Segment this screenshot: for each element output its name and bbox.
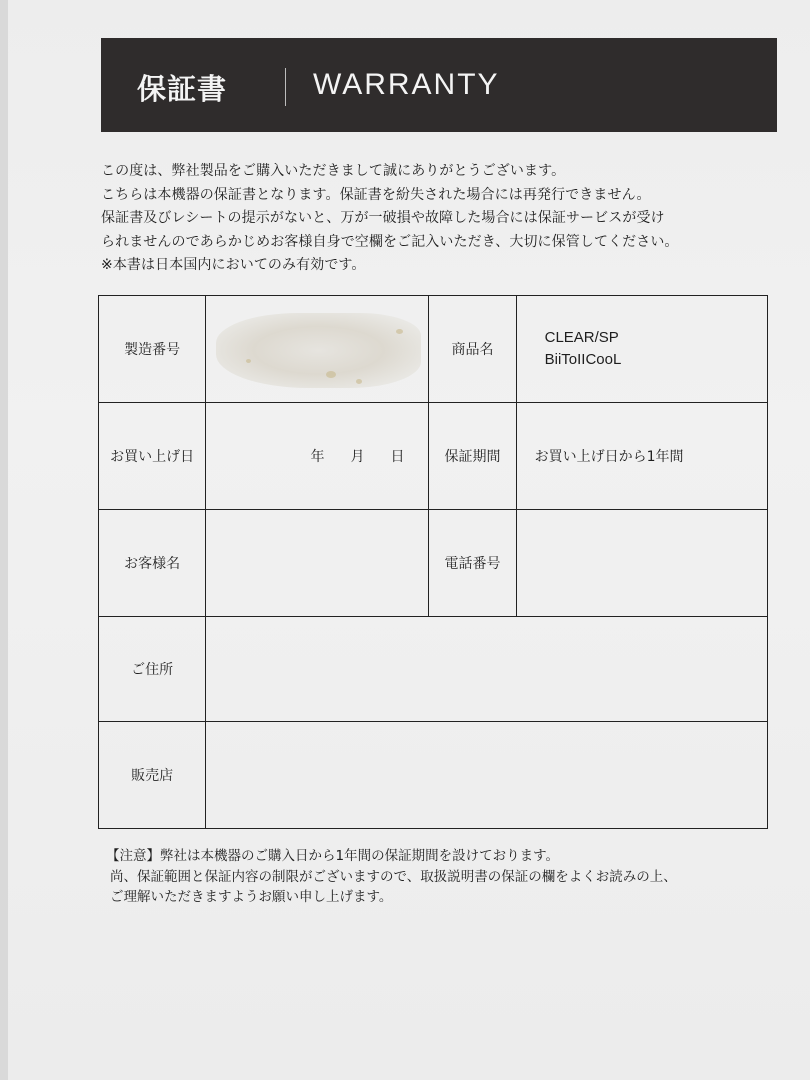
store-label: 販売店 — [99, 722, 206, 829]
table-row — [99, 403, 768, 510]
header-banner — [101, 38, 777, 132]
customer-name-field[interactable] — [206, 510, 429, 617]
intro-line: ※本書は日本国内においてのみ有効です。 — [101, 257, 366, 273]
table-row — [99, 296, 768, 403]
intro-line: この度は、弊社製品をご購入いただきまして誠にありがとうございます。 — [101, 163, 566, 179]
phone-label: 電話番号 — [429, 510, 516, 617]
notes-line: 尚、保証範囲と保証内容の制限がございますので、取扱説明書の保証の欄をよくお読みの上、 — [110, 868, 677, 885]
notes-line: ご理解いただきますようお願い申し上げます。 — [110, 889, 393, 905]
customer-name-label: お客様名 — [99, 510, 206, 617]
serial-number-field[interactable] — [206, 296, 429, 403]
intro-line: られませんのであらかじめお客様自身で空欄をご記入いただき、大切に保管してください。 — [101, 233, 679, 250]
title-divider — [285, 68, 286, 106]
notes-line: 【注意】弊社は本機器のご購入日から1年間の保証期間を設けております。 — [106, 848, 560, 864]
intro-text — [101, 160, 791, 278]
serial-number-erased — [206, 299, 428, 399]
warranty-form-table — [98, 295, 768, 829]
table-row — [99, 510, 768, 617]
year-label: 年 — [310, 449, 325, 465]
product-name-value — [516, 296, 767, 403]
product-brand: BiiToIICooL — [544, 351, 622, 368]
title-english: WARRANTY — [313, 68, 500, 101]
warranty-period-text: お買い上げ日から1年間 — [534, 449, 684, 465]
purchase-date-field[interactable] — [206, 403, 429, 510]
purchase-date-label: お買い上げ日 — [99, 403, 206, 510]
store-field[interactable] — [206, 722, 768, 829]
phone-field[interactable] — [516, 510, 767, 617]
serial-number-label: 製造番号 — [99, 296, 206, 403]
table-row — [99, 722, 768, 829]
address-field[interactable] — [206, 617, 768, 722]
intro-line: こちらは本機器の保証書となります。保証書を紛失された場合には再発行できません。 — [101, 186, 651, 203]
intro-line: 保証書及びレシートの提示がないと、万が一破損や故障した場合には保証サービスが受け — [101, 210, 665, 226]
month-label: 月 — [350, 449, 365, 465]
address-label: ご住所 — [99, 617, 206, 722]
notes-text — [106, 846, 790, 908]
product-name-label: 商品名 — [429, 296, 516, 403]
warranty-period-value — [516, 403, 767, 510]
title-japanese: 保証書 — [137, 72, 228, 106]
table-row — [99, 617, 768, 722]
warranty-period-label: 保証期間 — [429, 403, 516, 510]
product-model: CLEAR/SP — [544, 329, 619, 346]
day-label: 日 — [390, 449, 405, 465]
